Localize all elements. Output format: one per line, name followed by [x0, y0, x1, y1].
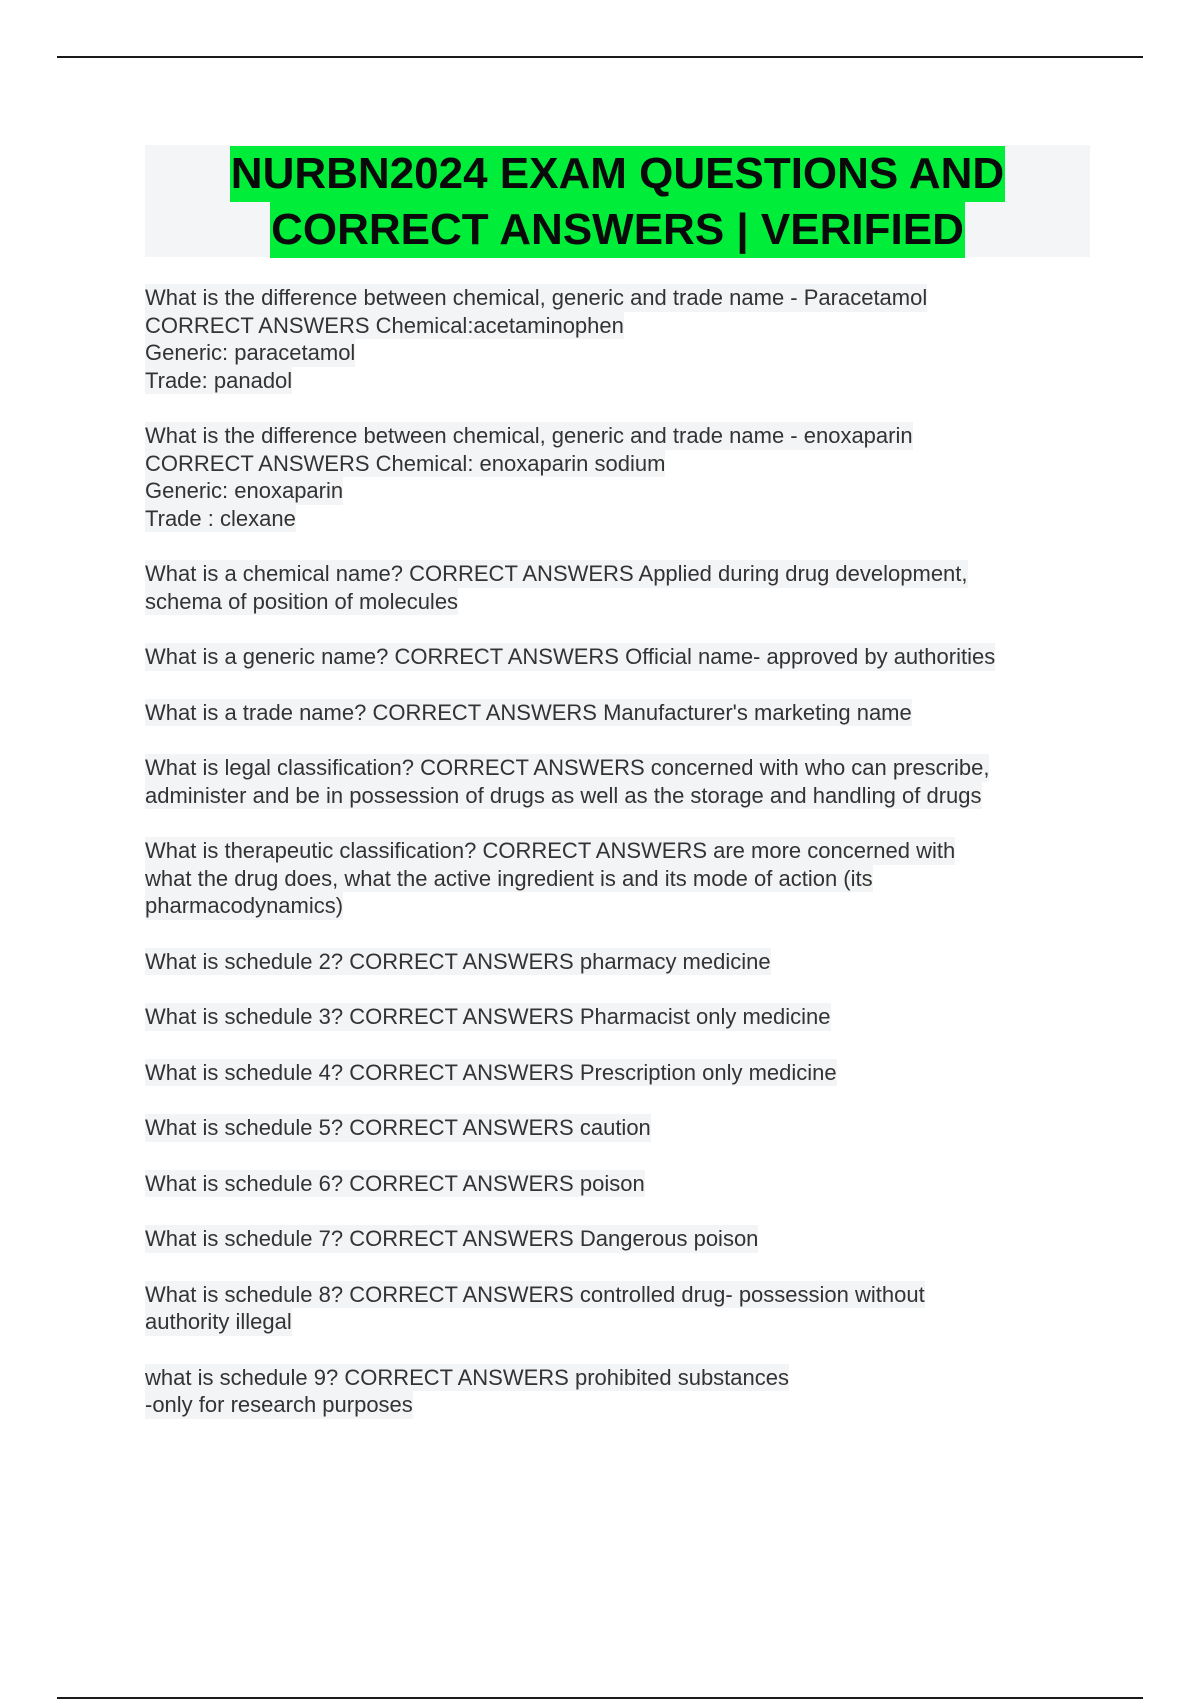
- qa-item: [145, 1225, 1095, 1253]
- qa-text-line: Generic: enoxaparin: [145, 478, 344, 503]
- qa-list: [145, 284, 1095, 1447]
- qa-item: [145, 1170, 1095, 1198]
- qa-item: [145, 837, 1095, 920]
- qa-text-line: Trade: panadol: [145, 367, 293, 393]
- qa-item: [145, 1003, 1095, 1031]
- qa-item: [145, 1364, 1095, 1419]
- qa-text-line: authority illegal: [145, 1309, 292, 1334]
- qa-text-line: What is a chemical name? CORRECT ANSWERS Applied during drug development,: [145, 561, 968, 586]
- qa-text-line: -only for research purposes: [145, 1392, 413, 1417]
- qa-text-line: What is therapeutic classification? CORRECT ANSWERS are more concerned with: [145, 838, 956, 863]
- qa-text-line: What is schedule 6? CORRECT ANSWERS poison: [145, 1170, 645, 1196]
- qa-item: [145, 699, 1095, 727]
- top-rule: [57, 56, 1143, 58]
- qa-item: [145, 948, 1095, 976]
- qa-text-line: What is a generic name? CORRECT ANSWERS Official name- approved by authorities: [145, 644, 996, 669]
- qa-text-line: What is schedule 8? CORRECT ANSWERS controlled drug- possession without: [145, 1281, 925, 1307]
- qa-text-line: CORRECT ANSWERS Chemical:acetaminophen: [145, 312, 624, 338]
- qa-item: [145, 1059, 1095, 1087]
- qa-text-line: what the drug does, what the active ingredient is and its mode of action (its: [145, 865, 873, 891]
- qa-text-line: Trade : clexane: [145, 505, 296, 531]
- qa-text-line: Generic: paracetamol: [145, 340, 356, 365]
- title-line-2: CORRECT ANSWERS | VERIFIED: [270, 202, 965, 258]
- qa-text-line: pharmacodynamics): [145, 893, 344, 918]
- qa-text-line: What is schedule 4? CORRECT ANSWERS Prescription only medicine: [145, 1059, 837, 1085]
- title-line-1: NURBN2024 EXAM QUESTIONS AND: [230, 146, 1005, 202]
- title-line-1-wrapper: [145, 145, 1090, 202]
- qa-text-line: What is the difference between chemical, generic and trade name - Paracetamol: [145, 285, 928, 310]
- qa-text-line: What is a trade name? CORRECT ANSWERS Manufacturer's marketing name: [145, 699, 912, 725]
- qa-text-line: CORRECT ANSWERS Chemical: enoxaparin sodium: [145, 450, 666, 476]
- qa-text-line: schema of position of molecules: [145, 588, 459, 614]
- qa-item: [145, 560, 1095, 615]
- title-block: [145, 145, 1090, 257]
- qa-item: [145, 1114, 1095, 1142]
- qa-text-line: What is legal classification? CORRECT ANSWERS concerned with who can prescribe,: [145, 755, 990, 780]
- qa-text-line: what is schedule 9? CORRECT ANSWERS prohibited substances: [145, 1364, 789, 1390]
- bottom-rule: [57, 1697, 1143, 1699]
- qa-item: [145, 422, 1095, 532]
- qa-text-line: What is schedule 2? CORRECT ANSWERS pharmacy medicine: [145, 948, 771, 974]
- qa-text-line: What is schedule 7? CORRECT ANSWERS Dangerous poison: [145, 1226, 759, 1251]
- qa-text-line: What is the difference between chemical, generic and trade name - enoxaparin: [145, 423, 913, 448]
- title-line-2-wrapper: [145, 202, 1090, 258]
- qa-text-line: What is schedule 3? CORRECT ANSWERS Pharmacist only medicine: [145, 1004, 831, 1029]
- qa-item: [145, 754, 1095, 809]
- qa-text-line: What is schedule 5? CORRECT ANSWERS caution: [145, 1115, 651, 1140]
- qa-item: [145, 643, 1095, 671]
- qa-item: [145, 284, 1095, 394]
- qa-item: [145, 1281, 1095, 1336]
- qa-text-line: administer and be in possession of drugs as well as the storage and handling of drugs: [145, 782, 982, 808]
